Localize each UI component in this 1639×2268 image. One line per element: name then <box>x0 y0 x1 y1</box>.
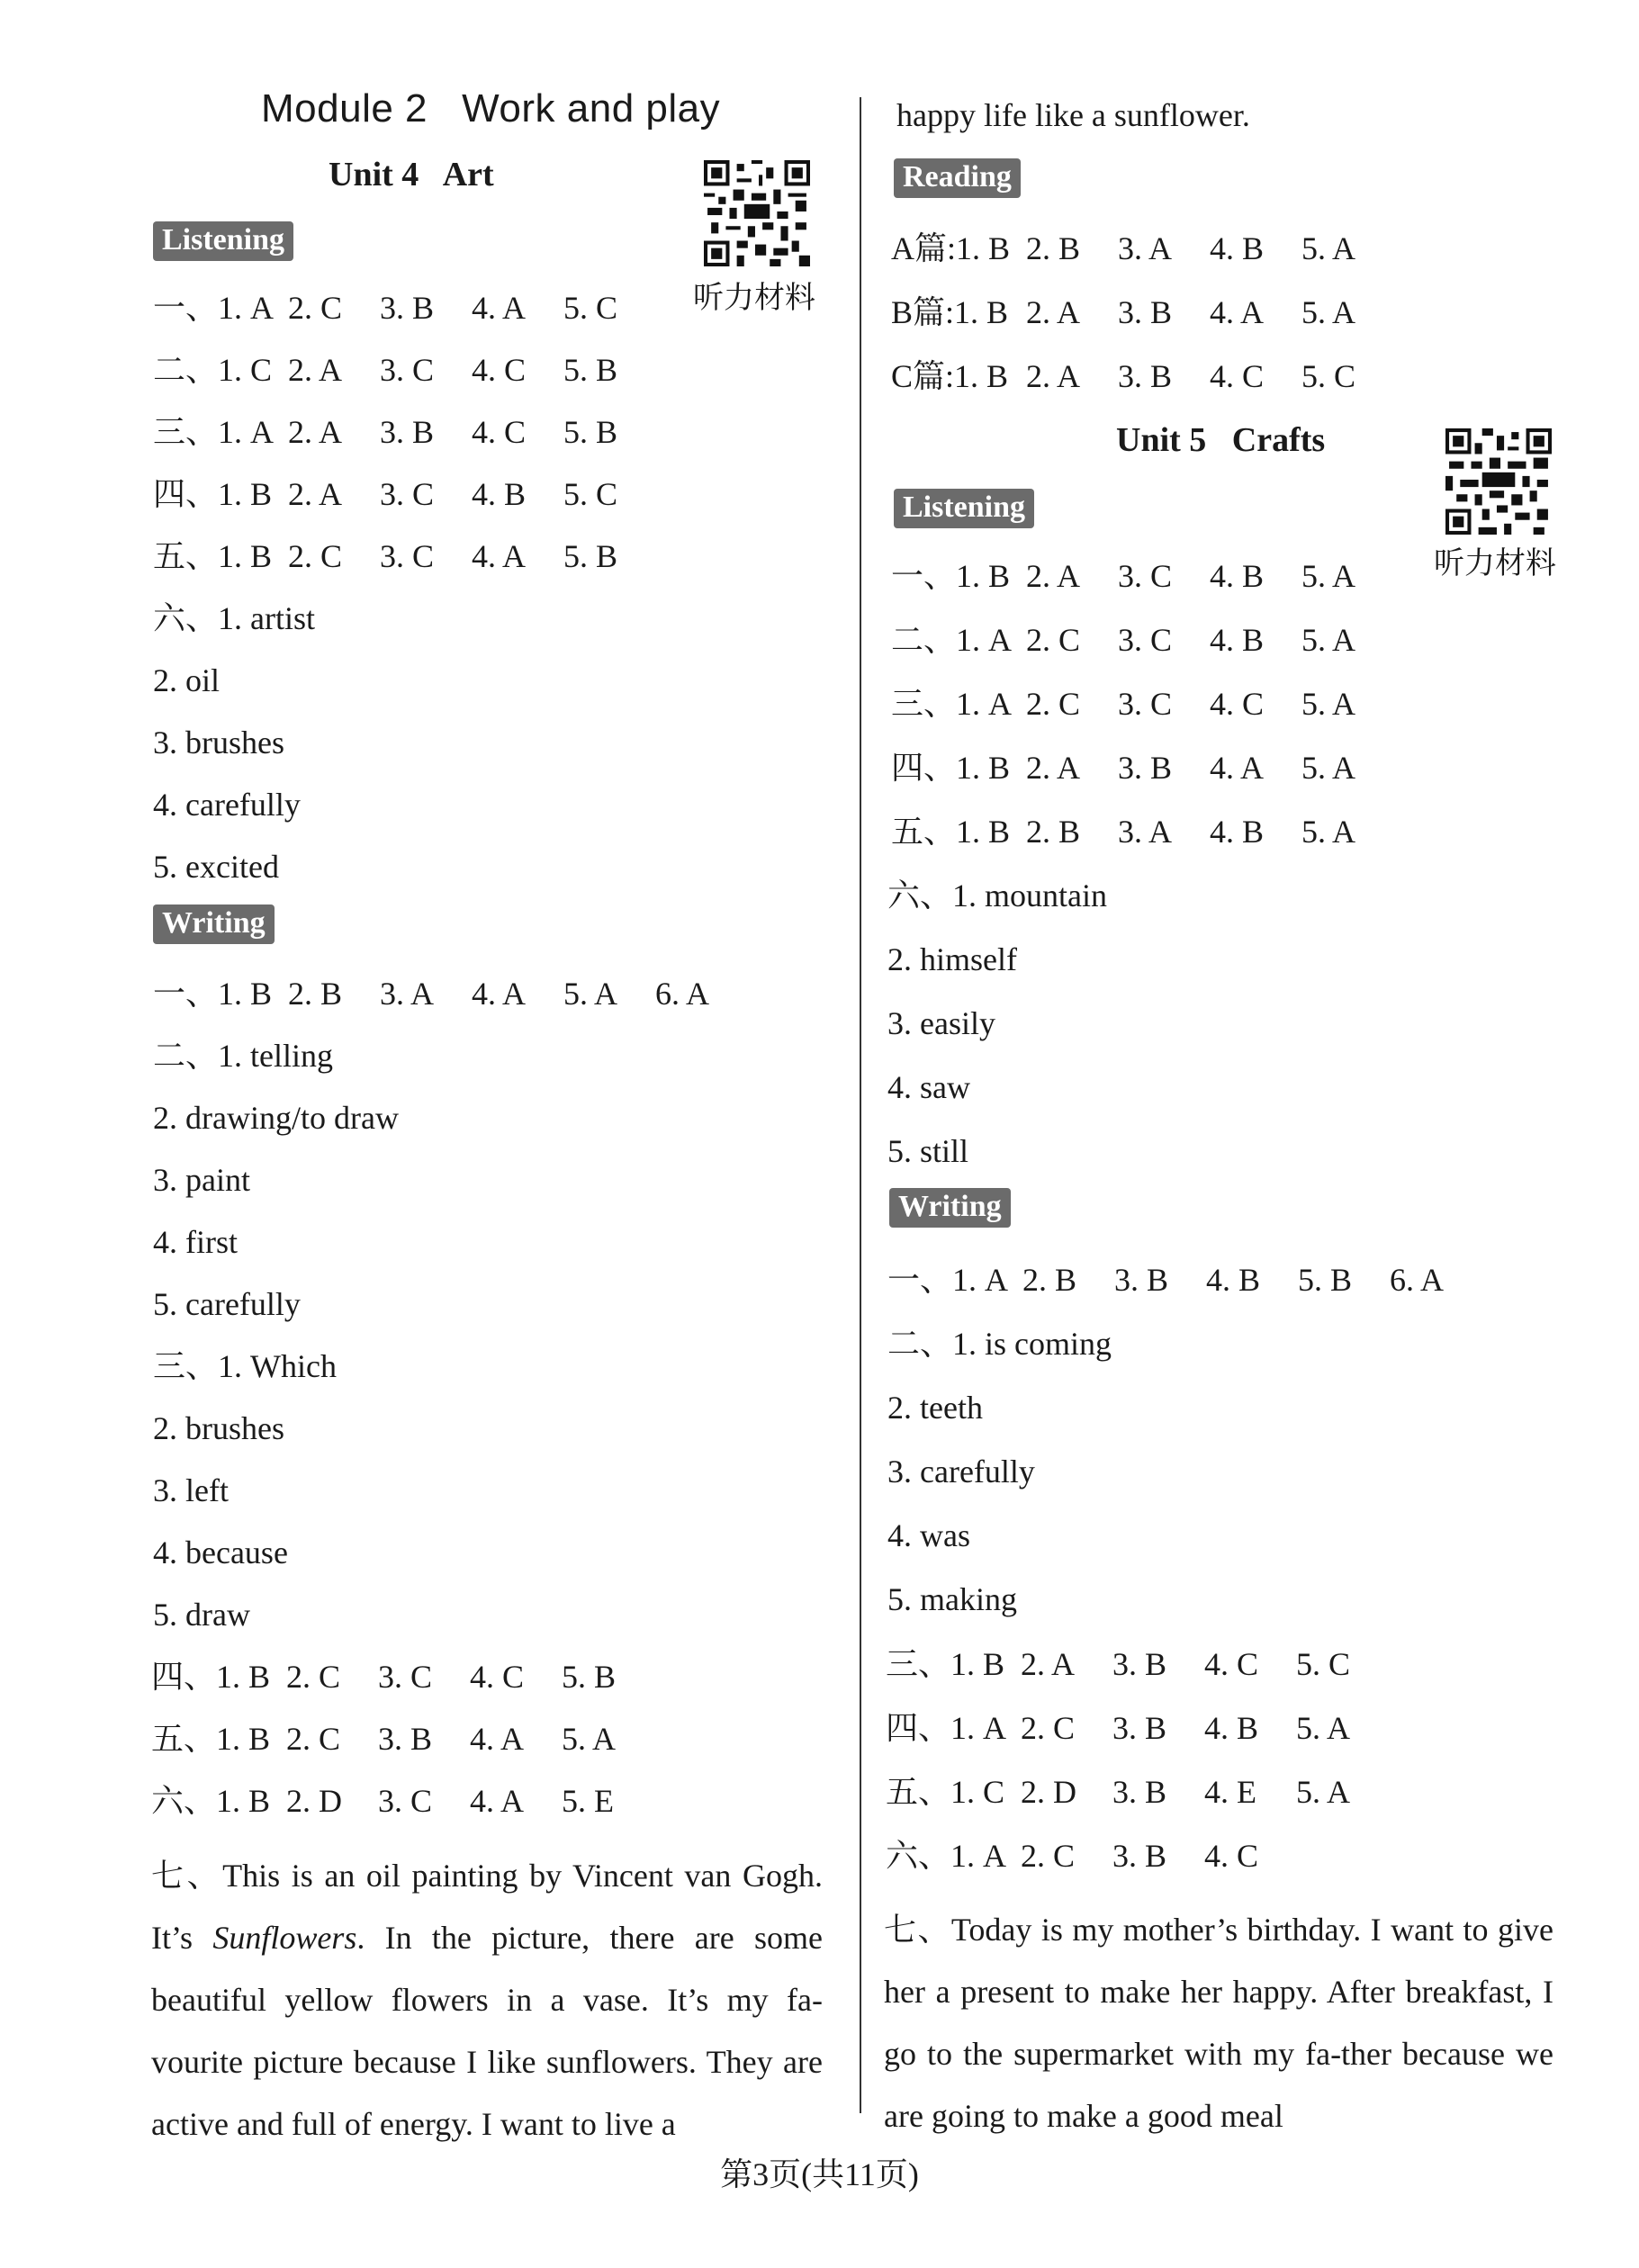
answer-row <box>891 620 1393 660</box>
answer-cell: 一、1. A <box>153 290 274 326</box>
answer-row <box>886 1708 1388 1748</box>
answer-cell: 4. A <box>472 976 527 1012</box>
answer-cell: 5. C <box>563 290 618 326</box>
answer-cell: 3. C <box>1118 686 1173 722</box>
answer-cell: 五、1. B <box>151 1721 271 1757</box>
answer-cell: 五、1. C <box>886 1774 1005 1810</box>
answer-row <box>891 229 1393 268</box>
answer-word: 3. paint <box>153 1162 250 1198</box>
qr-code-unit4[interactable] <box>704 160 810 266</box>
qr-code-unit5[interactable] <box>1445 428 1552 535</box>
answer-cell: 4. C <box>1210 358 1265 394</box>
answer-word: 4. was <box>887 1517 970 1553</box>
answer-cell: 2. A <box>1026 750 1081 786</box>
answer-cell: 3. C <box>378 1783 433 1819</box>
answer-row <box>151 1781 653 1821</box>
reading-badge: Reading <box>894 158 1021 198</box>
answer-cell: 2. A <box>1026 294 1081 330</box>
answer-cell: 5. A <box>1301 750 1356 786</box>
answer-cell: 4. C <box>1210 686 1265 722</box>
answer-cell: 2. C <box>288 290 343 326</box>
answer-cell: 5. B <box>563 352 618 388</box>
answer-cell: 二、1. A <box>891 622 1012 658</box>
answer-row <box>891 812 1393 851</box>
answer-cell: 3. C <box>380 538 435 574</box>
answer-cell: 2. D <box>1021 1774 1076 1810</box>
answer-word: 5. carefully <box>153 1286 301 1322</box>
answer-row <box>153 412 655 452</box>
answer-cell: 四、1. A <box>886 1710 1006 1746</box>
answer-cell: 4. A <box>470 1721 525 1757</box>
answer-cell: 4. B <box>472 476 527 512</box>
answer-cell: 4. B <box>1210 814 1265 850</box>
answer-word: 5. still <box>887 1133 969 1169</box>
answer-cell: 4. B <box>1210 230 1265 266</box>
answer-word: 5. draw <box>153 1597 250 1633</box>
answer-cell: 5. A <box>1301 622 1356 658</box>
page-number-footer: 第3页(共11页) <box>720 2156 919 2192</box>
answer-cell: 3. B <box>1112 1774 1167 1810</box>
answer-word: 5. making <box>887 1581 1017 1617</box>
answer-cell: 4. A <box>470 1783 525 1819</box>
answer-cell: 四、1. B <box>891 750 1011 786</box>
answer-cell: 5. A <box>562 1721 617 1757</box>
answer-row <box>151 1657 653 1696</box>
answer-cell: 3. B <box>1114 1262 1169 1298</box>
answer-row <box>153 974 747 1013</box>
answer-cell: 4. C <box>470 1659 525 1695</box>
answer-cell: 4. A <box>1210 750 1265 786</box>
answer-cell: 2. A <box>1021 1646 1076 1682</box>
answer-cell: 3. B <box>1118 750 1173 786</box>
answer-cell: 2. B <box>288 976 343 1012</box>
answer-cell: 3. A <box>1118 230 1173 266</box>
answer-row <box>887 1260 1481 1300</box>
answer-cell: 2. C <box>286 1721 341 1757</box>
answer-cell: 3. A <box>380 976 435 1012</box>
answer-word: 3. brushes <box>153 724 284 760</box>
answer-cell: 三、1. A <box>153 414 274 450</box>
answer-cell: 3. C <box>1118 622 1173 658</box>
answer-word: 2. brushes <box>153 1410 284 1446</box>
answer-row <box>891 292 1393 332</box>
unit4-essay <box>151 1845 823 2156</box>
answer-cell: 4. C <box>1204 1838 1259 1874</box>
answer-cell: 二、1. C <box>153 352 273 388</box>
answer-cell: 一、1. B <box>891 558 1011 594</box>
answer-cell: 3. B <box>1118 294 1173 330</box>
essay-continuation: happy life like a sunflower. <box>896 97 1250 133</box>
answer-cell: 2. B <box>1026 230 1081 266</box>
answer-cell: 3. B <box>380 290 435 326</box>
answer-cell: 5. A <box>1301 558 1356 594</box>
answer-cell: 2. A <box>288 476 343 512</box>
answer-cell: 2. B <box>1022 1262 1077 1298</box>
answer-cell: 6. A <box>1390 1262 1445 1298</box>
qr-label-unit5: 听力材料 <box>1434 547 1556 580</box>
answer-row <box>153 474 655 514</box>
answer-cell: 3. C <box>380 476 435 512</box>
essay-text-2: . In the picture, there are some beautiful yellow flowers in a vase. It’s my fa-vourite picture because I like sunflowers. They are active and full of energy. I want to live a <box>151 1920 823 2142</box>
answer-cell: 5. B <box>1298 1262 1353 1298</box>
answer-cell: 4. C <box>1204 1646 1259 1682</box>
answer-word: 2. himself <box>887 941 1017 977</box>
answer-cell: 5. A <box>563 976 618 1012</box>
answer-cell: 3. B <box>378 1721 433 1757</box>
answer-cell: 3. B <box>1112 1838 1167 1874</box>
answer-word: 4. saw <box>887 1069 970 1105</box>
answer-word: 2. drawing/to draw <box>153 1100 399 1136</box>
answer-cell: 3. B <box>1112 1710 1167 1746</box>
answer-row <box>153 536 655 576</box>
answer-word: 2. oil <box>153 662 221 698</box>
answer-cell: 2. A <box>1026 558 1081 594</box>
answer-cell: 4. A <box>472 290 527 326</box>
answer-cell: 5. A <box>1301 230 1356 266</box>
answer-row <box>886 1644 1388 1684</box>
answer-cell: 5. C <box>563 476 618 512</box>
answer-cell: 六、1. A <box>886 1838 1006 1874</box>
answer-cell: 4. C <box>472 352 527 388</box>
answer-cell: 3. C <box>378 1659 433 1695</box>
answer-cell: 5. A <box>1296 1774 1351 1810</box>
answer-cell: 2. A <box>288 352 343 388</box>
answer-row <box>886 1772 1388 1812</box>
answer-row <box>891 684 1393 724</box>
unit4-title: Unit 4 Art <box>329 156 494 194</box>
answer-cell: 2. D <box>286 1783 342 1819</box>
answer-cell: C篇:1. B <box>891 358 1009 394</box>
answer-cell: 2. C <box>1021 1838 1076 1874</box>
answer-cell: 5. B <box>563 538 618 574</box>
answer-cell: 5. C <box>1301 358 1356 394</box>
answer-word: 3. left <box>153 1472 229 1508</box>
answer-word: 5. excited <box>153 849 279 885</box>
answer-cell: 三、1. A <box>891 686 1012 722</box>
answer-cell: 四、1. B <box>153 476 273 512</box>
answer-cell: 5. A <box>1296 1710 1351 1746</box>
answer-word: 二、1. telling <box>153 1038 333 1074</box>
answer-cell: 3. B <box>1118 358 1173 394</box>
answer-cell: 2. C <box>1021 1710 1076 1746</box>
answer-cell: 2. C <box>288 538 343 574</box>
answer-row <box>153 288 655 328</box>
answer-cell: 六、1. B <box>151 1783 271 1819</box>
essay-title-italic: Sunflowers <box>212 1920 357 1956</box>
unit5-essay: 七、Today is my mother’s birthday. I want to give her a present to make her happy. After breakfast, I go to the supermarket with my fa-ther because we are going to make a good meal <box>884 1912 1553 2134</box>
answer-cell: 一、1. A <box>887 1262 1008 1298</box>
answer-row <box>886 1836 1296 1876</box>
answer-cell: 5. A <box>1301 686 1356 722</box>
answer-cell: 一、1. B <box>153 976 273 1012</box>
answer-cell: 3. A <box>1118 814 1173 850</box>
answer-word: 2. teeth <box>887 1390 983 1426</box>
answer-cell: A篇:1. B <box>891 230 1011 266</box>
answer-cell: 2. C <box>1026 686 1081 722</box>
answer-cell: 5. B <box>562 1659 617 1695</box>
answer-word: 六、1. mountain <box>887 878 1107 914</box>
answer-cell: 4. B <box>1210 558 1265 594</box>
column-divider <box>860 97 861 2113</box>
answer-cell: 2. B <box>1026 814 1081 850</box>
answer-row <box>891 748 1393 788</box>
qr-label-unit4: 听力材料 <box>693 282 815 315</box>
answer-cell: 2. C <box>1026 622 1081 658</box>
answer-word: 4. first <box>153 1224 238 1260</box>
writing-badge-unit5: Writing <box>889 1188 1011 1228</box>
answer-cell: 3. C <box>380 352 435 388</box>
listening-badge-unit5: Listening <box>894 489 1034 528</box>
answer-word: 3. easily <box>887 1005 995 1041</box>
listening-badge-unit4: Listening <box>153 221 293 261</box>
answer-cell: 4. B <box>1206 1262 1261 1298</box>
answer-cell: 3. C <box>1118 558 1173 594</box>
answer-cell: 6. A <box>655 976 710 1012</box>
answer-cell: 四、1. B <box>151 1659 271 1695</box>
answer-word: 3. carefully <box>887 1454 1035 1490</box>
answer-row <box>153 350 655 390</box>
answer-cell: 5. E <box>562 1783 614 1819</box>
answer-cell: 4. B <box>1210 622 1265 658</box>
answer-cell: 2. C <box>286 1659 341 1695</box>
answer-row <box>891 356 1393 396</box>
answer-word: 4. carefully <box>153 787 301 823</box>
answer-cell: 4. A <box>472 538 527 574</box>
answer-word: 六、1. artist <box>153 600 315 636</box>
unit5-title: Unit 5 Crafts <box>1116 421 1326 459</box>
answer-cell: 4. E <box>1204 1774 1256 1810</box>
answer-cell: B篇:1. B <box>891 294 1009 330</box>
answer-cell: 5. A <box>1301 294 1356 330</box>
answer-cell: 5. C <box>1296 1646 1351 1682</box>
answer-row <box>151 1719 653 1759</box>
answer-word: 二、1. is coming <box>887 1326 1112 1362</box>
answer-cell: 五、1. B <box>153 538 273 574</box>
answer-cell: 三、1. B <box>886 1646 1005 1682</box>
answer-cell: 3. B <box>380 414 435 450</box>
answer-cell: 2. A <box>288 414 343 450</box>
answer-cell: 5. B <box>563 414 618 450</box>
answer-word: 4. because <box>153 1534 288 1570</box>
answer-cell: 5. A <box>1301 814 1356 850</box>
module-title: Module 2 Work and play <box>261 86 721 130</box>
answer-cell: 3. B <box>1112 1646 1167 1682</box>
essay-text-1: 七、This is an oil painting by Vincent van Gogh. It’s <box>151 1858 823 1956</box>
answer-cell: 2. A <box>1026 358 1081 394</box>
answer-cell: 五、1. B <box>891 814 1011 850</box>
answer-cell: 4. A <box>1210 294 1265 330</box>
answer-cell: 4. B <box>1204 1710 1259 1746</box>
answer-cell: 4. C <box>472 414 527 450</box>
answer-word: 三、1. Which <box>153 1348 337 1384</box>
answer-row <box>891 556 1393 596</box>
writing-badge-unit4: Writing <box>153 904 275 944</box>
